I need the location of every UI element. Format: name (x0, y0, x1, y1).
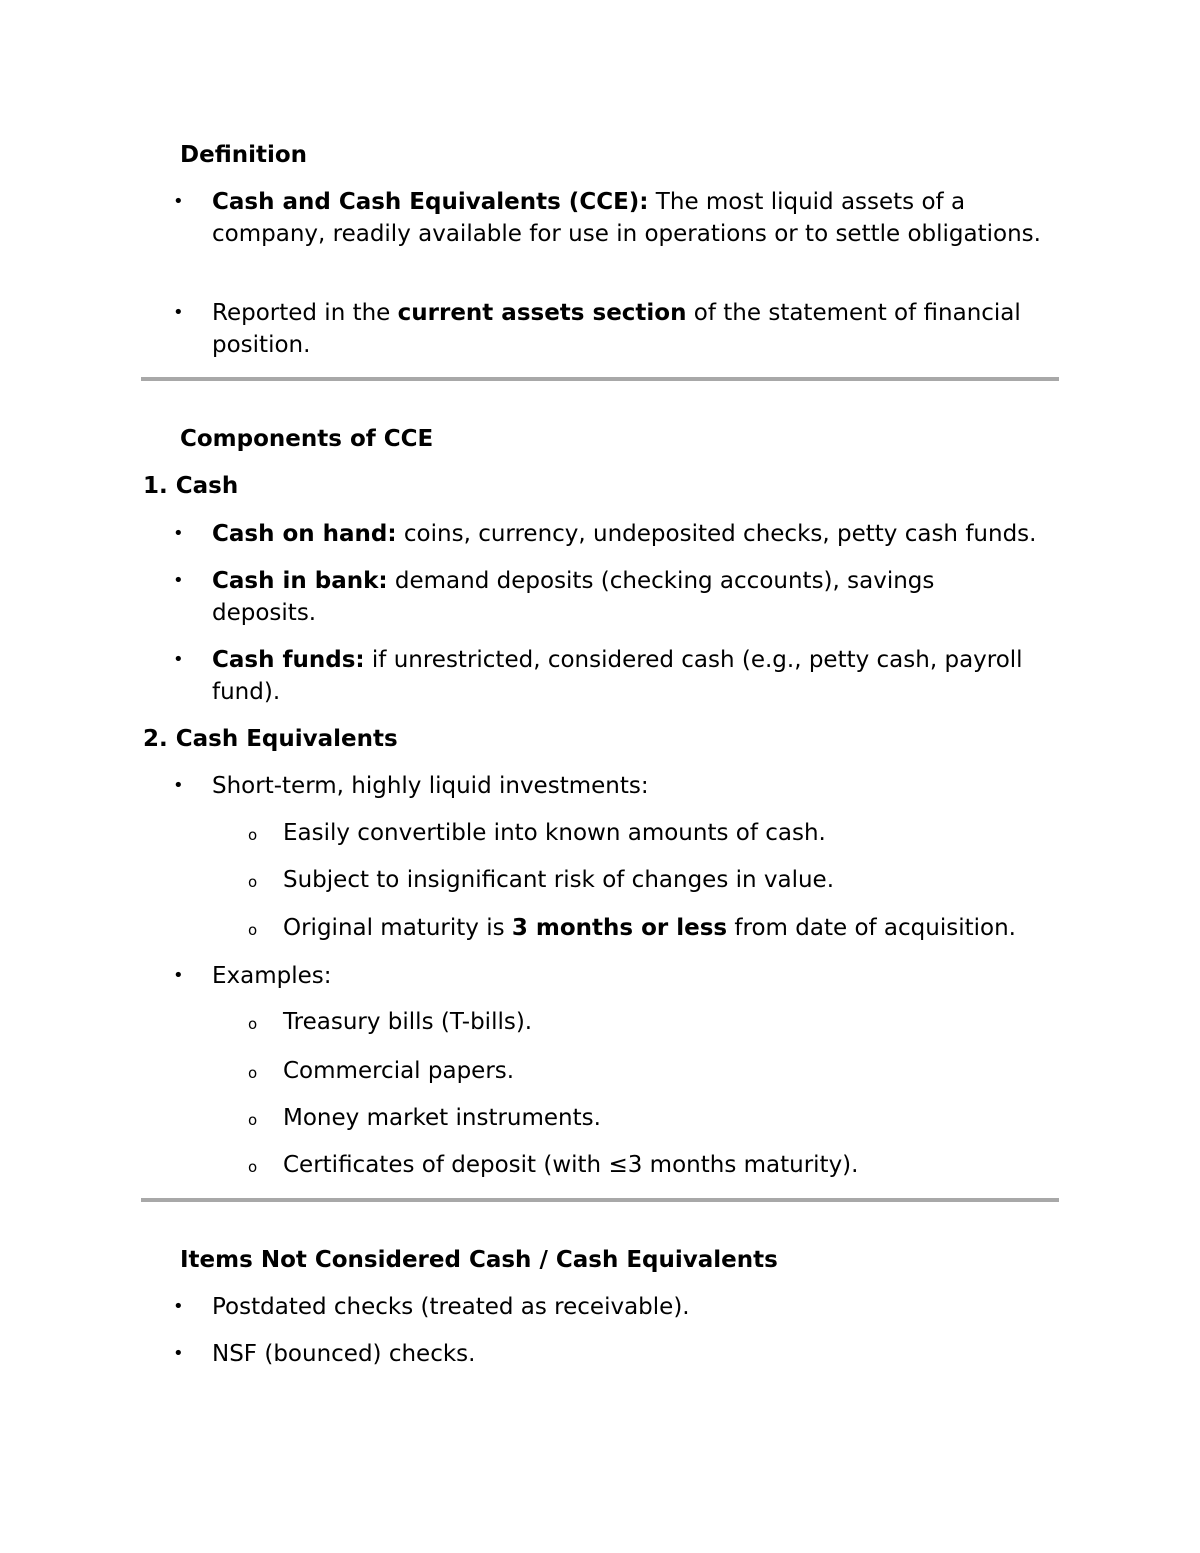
sub-bullet-icon: o (248, 1015, 258, 1033)
maturity-emphasis: 3 months or less (511, 915, 728, 941)
example-item: Certificates of deposit (with ≤3 months maturity). (283, 1152, 859, 1178)
list-item: Cash in bank: demand deposits (checking accounts), savings deposits. (212, 568, 935, 626)
example-item: Treasury bills (T-bills). (283, 1009, 533, 1035)
bullet-icon: • (173, 1296, 184, 1317)
sub-bullet-icon: o (248, 1111, 258, 1129)
bullet-icon: • (173, 649, 184, 670)
bullet-icon: • (173, 302, 184, 323)
cash-equivalents-subheading: 2. Cash Equivalents (143, 726, 398, 752)
sub-list-item: Original maturity is 3 months or less from date of acquisition. (283, 915, 1016, 941)
bullet-icon: • (173, 570, 184, 591)
sub-bullet-icon: o (248, 1064, 258, 1082)
cce-term: Cash and Cash Equivalents (CCE): (212, 189, 649, 215)
sub-bullet-icon: o (248, 921, 258, 939)
bullet-icon: • (173, 1343, 184, 1364)
bullet-icon: • (173, 523, 184, 544)
components-heading: Components of CCE (180, 426, 434, 452)
definition-item-reporting: Reported in the current assets section of the statement of financial position. (212, 300, 1021, 358)
investments-label: Short-term, highly liquid investments: (212, 773, 649, 799)
cash-subheading: 1. Cash (143, 473, 239, 499)
sub-bullet-icon: o (248, 1158, 258, 1176)
bullet-icon: • (173, 965, 184, 986)
sub-bullet-icon: o (248, 873, 258, 891)
bullet-icon: • (173, 775, 184, 796)
examples-label: Examples: (212, 963, 332, 989)
list-item: Cash funds: if unrestricted, considered cash (e.g., petty cash, payroll fund). (212, 647, 1023, 705)
current-assets-emphasis: current assets section (397, 300, 687, 326)
bullet-icon: • (173, 191, 184, 212)
sub-list-item: Subject to insignificant risk of changes in value. (283, 867, 835, 893)
sub-bullet-icon: o (248, 826, 258, 844)
section-divider (141, 377, 1059, 381)
cce-description: The most liquid assets of a company, readily available for use in operations or to settle obligations. (212, 189, 1041, 247)
definition-item-cce (212, 186, 1072, 250)
section-divider (141, 1198, 1059, 1202)
example-item: Commercial papers. (283, 1058, 515, 1084)
definition-heading: Definition (180, 142, 308, 168)
example-item: Money market instruments. (283, 1105, 601, 1131)
not-considered-heading: Items Not Considered Cash / Cash Equivalents (180, 1247, 778, 1273)
sub-list-item: Easily convertible into known amounts of cash. (283, 820, 826, 846)
list-item: Cash on hand: coins, currency, undeposited checks, petty cash funds. (212, 521, 1037, 547)
list-item: NSF (bounced) checks. (212, 1341, 476, 1367)
list-item: Postdated checks (treated as receivable). (212, 1294, 690, 1320)
